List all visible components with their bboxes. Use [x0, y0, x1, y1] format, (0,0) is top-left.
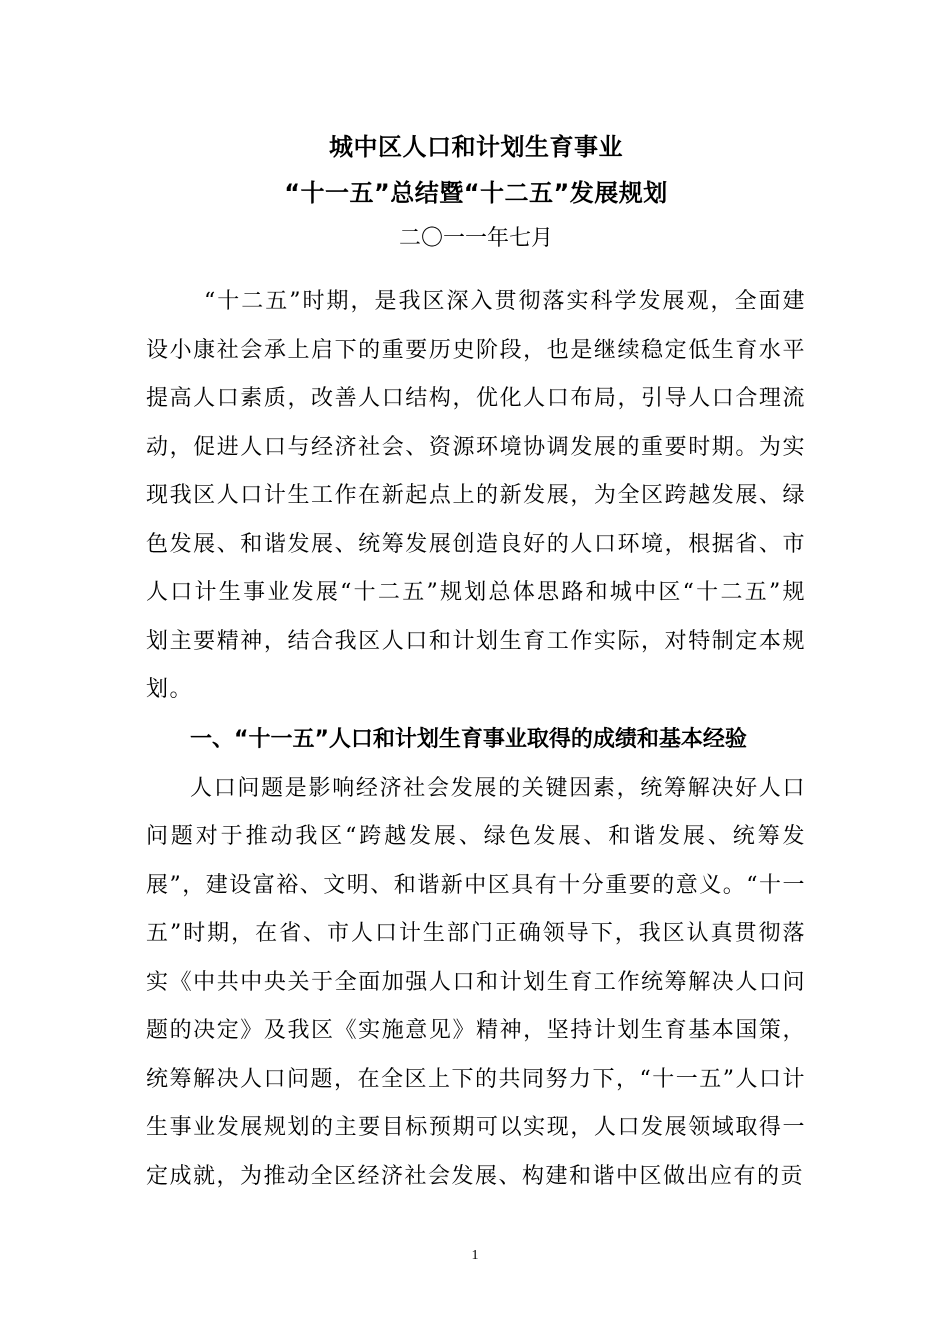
document-title-line-1: 城中区人口和计划生育事业 — [329, 133, 623, 161]
document-body — [146, 124, 806, 1201]
section-1-paragraph: 人口问题是影响经济社会发展的关键因素，统筹解决好人口问题对于推动我区“跨越发展、绿色发展、和谐发展、统筹发展”，建设富裕、文明、和谐新中区具有十分重要的意义。“十一五”时期，在省、市人口计生部门正确领导下，我区认真贯彻落实《中共中央关于全面加强人口和计划生育工作统筹解决人口问题的决定》及我区《实施意见》精神，坚持计划生育基本国策，统筹解决人口问题，在全区上下的共同努力下，“十一五”人口计生事业发展规划的主要目标预期可以实现，人口发展领域取得一定成就，为推动全区经济社会发展、构建和谐中区做出应有的贡 — [146, 775, 806, 1189]
intro-paragraph: “十二五”时期，是我区深入贯彻落实科学发展观，全面建设小康社会承上启下的重要历史阶段，也是继续稳定低生育水平提高人口素质，改善人口结构，优化人口布局，引导人口合理流动，促进人口与经济社会、资源环境协调发展的重要时期。为实现我区人口计生工作在新起点上的新发展，为全区跨越发展、绿色发展、和谐发展、统筹发展创造良好的人口环境，根据省、市人口计生事业发展“十二五”规划总体思路和城中区“十二五”规划主要精神，结合我区人口和计划生育工作实际，对特制定本规划。 — [146, 289, 806, 702]
section-1-heading: 一、“十一五”人口和计划生育事业取得的成绩和基本经验 — [190, 726, 747, 752]
page-number: 1 — [471, 1248, 479, 1263]
document-title-line-2: “十一五”总结暨“十二五”发展规划 — [284, 179, 668, 207]
document-date: 二〇一一年七月 — [398, 226, 553, 251]
